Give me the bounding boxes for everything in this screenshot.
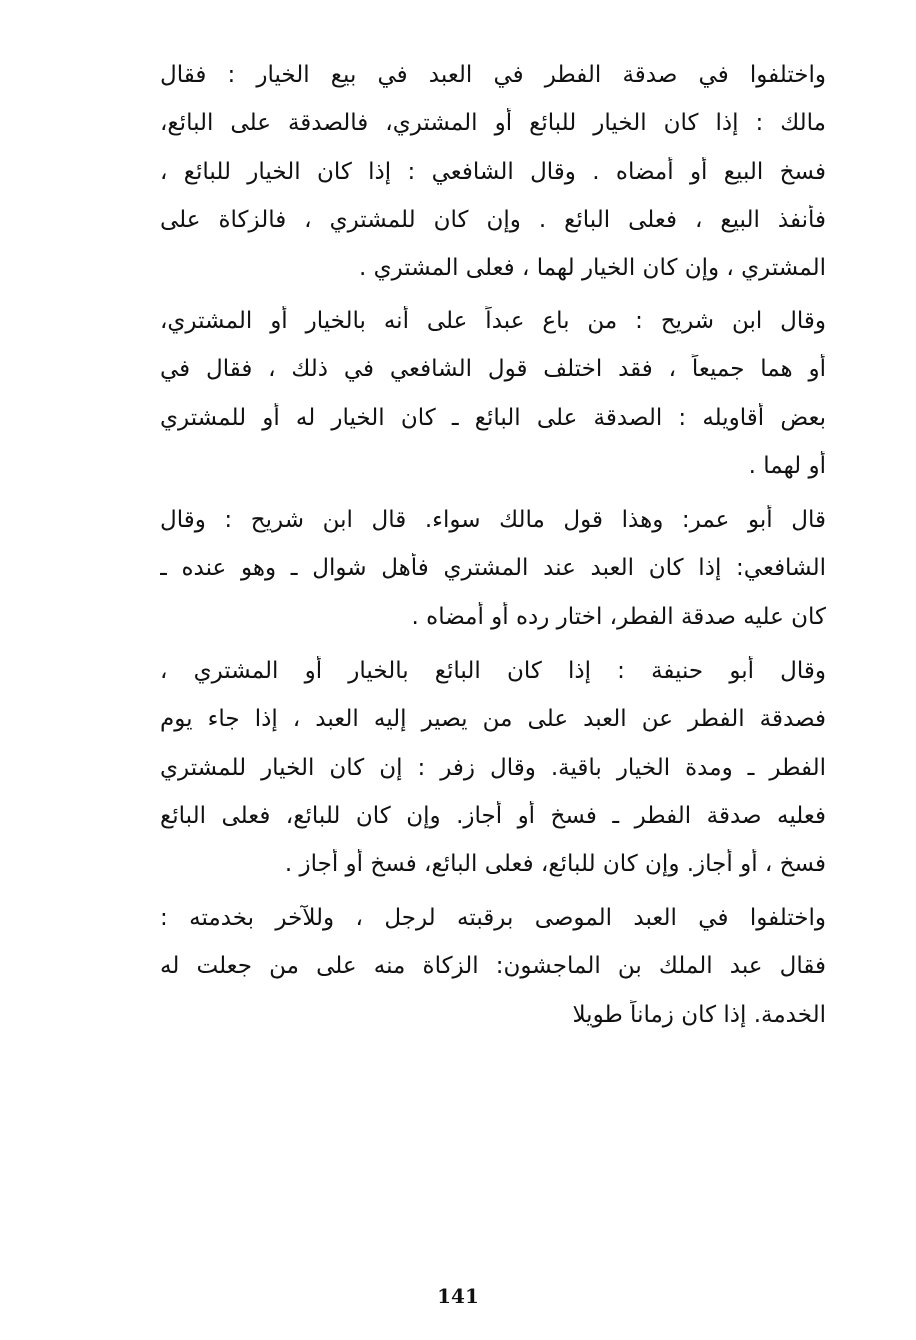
text-line: فسخ ، أو أجاز. وإن كان للبائع، فعلى البائع، فسخ أو أجاز .: [284, 851, 826, 878]
text-line: الشافعي: إذا كان العبد عند المشتري فأهل شوال ـ وهو عنده ـ: [160, 555, 826, 582]
text-line: وقال ابن شريح : من باع عبداً على أنه بالخيار أو المشتري،: [160, 308, 826, 334]
paragraph-4: [160, 656, 826, 897]
text-line: قال أبو عمر: وهذا قول مالك سواء. قال ابن شريح : وقال: [160, 507, 826, 533]
text-line: فأنفذ البيع ، فعلى البائع . وإن كان للمشتري ، فالزكاة على: [160, 206, 826, 233]
text-line: واختلفوا في صدقة الفطر في العبد في بيع الخيار : فقال: [160, 62, 826, 88]
text-line: أو لهما .: [748, 452, 826, 479]
paragraph-1: [160, 60, 826, 301]
text-line: بعض أقاويله : الصدقة على البائع ـ كان الخيار له أو للمشتري: [160, 404, 826, 431]
text-line: فسخ البيع أو أمضاه . وقال الشافعي : إذا كان الخيار للبائع ،: [160, 158, 826, 185]
paragraph-3: [160, 505, 826, 650]
text-line: الخدمة. إذا كان زماناً طويلا: [572, 1001, 826, 1028]
text-line: المشتري ، وإن كان الخيار لهما ، فعلى المشتري .: [359, 255, 826, 282]
text-line: واختلفوا في العبد الموصى برقبته لرجل ، وللآخر بخدمته :: [160, 905, 826, 931]
paragraph-2: [160, 306, 826, 499]
paragraph-5: [160, 903, 826, 1048]
text-line: فصدقة الفطر عن العبد على من يصير إليه العبد ، إذا جاء يوم: [160, 706, 826, 733]
text-line: كان عليه صدقة الفطر، اختار رده أو أمضاه .: [411, 603, 826, 630]
text-line: الفطر ـ ومدة الخيار باقية. وقال زفر : إن كان الخيار للمشتري: [160, 754, 826, 781]
text-line: فقال عبد الملك بن الماجشون: الزكاة منه على من جعلت له: [160, 953, 826, 980]
page-number: 141: [437, 1284, 479, 1308]
text-line: أو هما جميعاً ، فقد اختلف قول الشافعي في ذلك ، فقال في: [160, 356, 826, 383]
text-line: مالك : إذا كان الخيار للبائع أو المشتري، فالصدقة على البائع،: [160, 110, 826, 137]
text-line: فعليه صدقة الفطر ـ فسخ أو أجاز. وإن كان للبائع، فعلى البائع: [160, 802, 826, 829]
text-line: وقال أبو حنيفة : إذا كان البائع بالخيار أو المشتري ،: [160, 658, 826, 684]
